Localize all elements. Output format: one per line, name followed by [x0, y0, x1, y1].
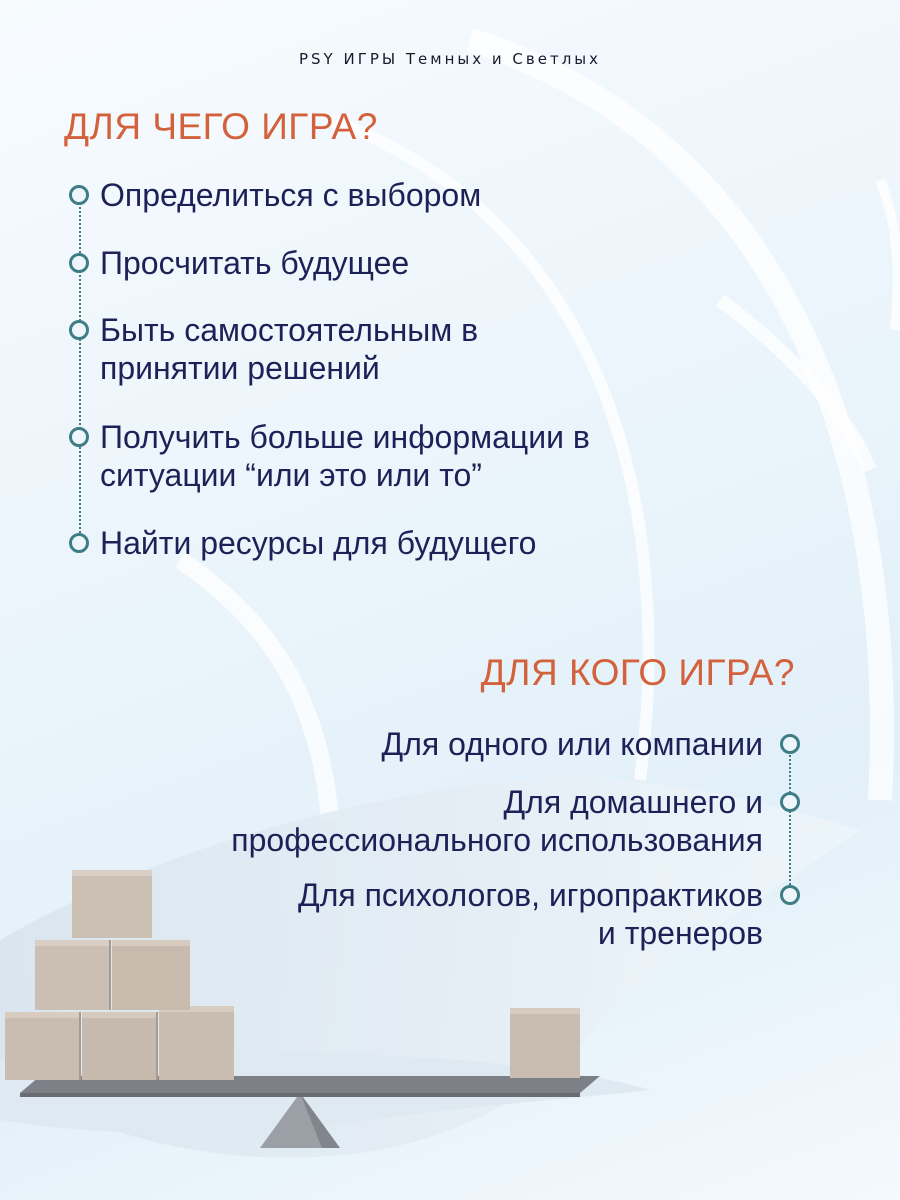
single-box	[510, 1008, 580, 1078]
item-line: профессионального использования	[231, 822, 763, 858]
purpose-item-information	[100, 418, 590, 494]
item-line: ситуации “или это или то”	[100, 457, 482, 493]
ring-bullet-icon	[69, 427, 89, 447]
item-line: принятии решений	[100, 350, 380, 386]
item-line: Определиться с выбором	[100, 177, 482, 213]
purpose-item-independence	[100, 311, 478, 387]
ring-bullet-icon	[780, 734, 800, 754]
item-line: Быть самостоятельным в	[100, 312, 479, 348]
purpose-item-choice	[100, 176, 481, 214]
item-line: Для психологов, игропрактиков	[298, 877, 763, 913]
item-line: Получить больше информации в	[100, 419, 590, 455]
ring-bullet-icon	[780, 885, 800, 905]
audience-item-specialists	[298, 876, 763, 952]
section-title-audience: ДЛЯ КОГО ИГРА?	[480, 652, 795, 693]
page-header: PSY ИГРЫ Темных и Светлых	[298, 50, 602, 68]
ring-bullet-icon	[69, 253, 89, 273]
ring-bullet-icon	[69, 533, 89, 553]
item-line: Для одного или компании	[381, 726, 763, 762]
audience-list-connector	[789, 752, 791, 892]
ring-bullet-icon	[69, 320, 89, 340]
box-stack	[5, 870, 234, 1080]
item-line: Для домашнего и	[503, 784, 763, 820]
audience-item-individual-or-group	[382, 725, 763, 763]
item-line: и тренеров	[597, 915, 763, 951]
audience-item-home-and-professional	[231, 783, 763, 859]
ring-bullet-icon	[780, 792, 800, 812]
ring-bullet-icon	[69, 185, 89, 205]
item-line: Найти ресурсы для будущего	[100, 525, 537, 561]
purpose-item-resources	[100, 524, 536, 562]
purpose-item-future	[100, 244, 409, 282]
section-title-purpose: ДЛЯ ЧЕГО ИГРА?	[64, 106, 378, 147]
purpose-list-connector	[79, 200, 81, 545]
item-line: Просчитать будущее	[100, 245, 410, 281]
